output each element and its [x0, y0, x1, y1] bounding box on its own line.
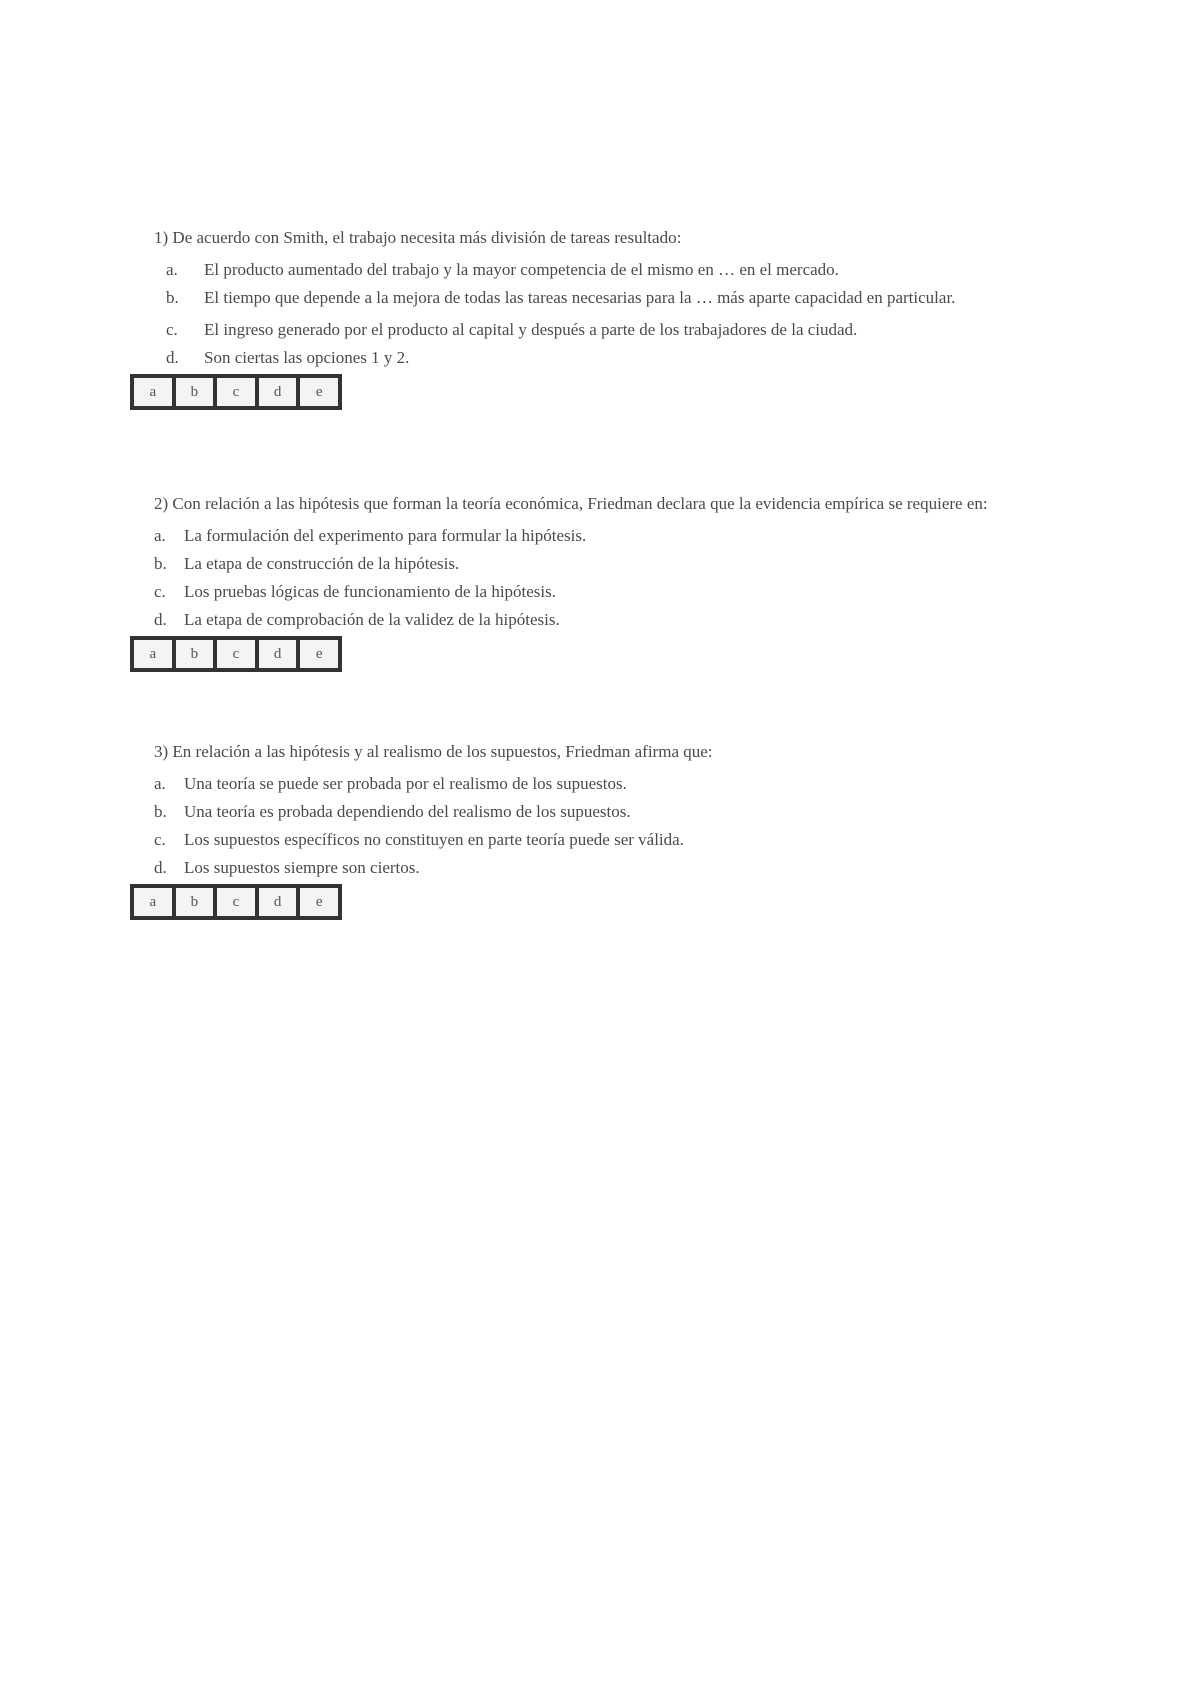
- option-text: La etapa de comprobación de la validez de la hipótesis.: [184, 610, 560, 629]
- answer-cell-a[interactable]: a: [134, 640, 176, 668]
- option-letter: a.: [154, 774, 166, 793]
- option-letter: c.: [166, 320, 178, 339]
- option-a[interactable]: [154, 522, 1070, 550]
- options-list: [154, 522, 1070, 634]
- option-text: Una teoría se puede ser probada por el realismo de los supuestos.: [184, 774, 627, 793]
- answer-cell-d[interactable]: d: [259, 640, 301, 668]
- option-b[interactable]: [166, 284, 1070, 312]
- option-text: El producto aumentado del trabajo y la mayor competencia de el mismo en … en el mercado.: [204, 260, 839, 279]
- option-letter: b.: [166, 288, 179, 307]
- option-letter: a.: [154, 526, 166, 545]
- option-d[interactable]: [154, 606, 1070, 634]
- question-3: [130, 738, 1070, 920]
- answer-cell-b[interactable]: b: [176, 378, 218, 406]
- option-text: El tiempo que depende a la mejora de todas las tareas necesarias para la … más aparte capacidad en particular.: [204, 288, 956, 307]
- answer-box: [130, 636, 342, 672]
- question-stem: 2) Con relación a las hipótesis que forman la teoría económica, Friedman declara que la evidencia empírica se requiere en:: [154, 494, 988, 513]
- answer-cell-e[interactable]: e: [300, 378, 338, 406]
- option-text: Son ciertas las opciones 1 y 2.: [204, 348, 410, 367]
- option-letter: c.: [154, 582, 166, 601]
- option-letter: c.: [154, 830, 166, 849]
- option-text: Una teoría es probada dependiendo del realismo de los supuestos.: [184, 802, 631, 821]
- answer-cell-a[interactable]: a: [134, 378, 176, 406]
- option-c[interactable]: [154, 578, 1070, 606]
- option-letter: a.: [166, 260, 178, 279]
- answer-cell-e[interactable]: e: [300, 888, 338, 916]
- answer-cell-c[interactable]: c: [217, 378, 259, 406]
- answer-cell-e[interactable]: e: [300, 640, 338, 668]
- option-d[interactable]: [166, 344, 1070, 372]
- answer-cell-d[interactable]: d: [259, 888, 301, 916]
- answer-cell-c[interactable]: c: [217, 640, 259, 668]
- option-letter: b.: [154, 802, 167, 821]
- options-list: [154, 770, 1070, 882]
- options-list: [166, 256, 1070, 372]
- option-letter: d.: [166, 348, 179, 367]
- answer-box: [130, 374, 342, 410]
- option-a[interactable]: [154, 770, 1070, 798]
- option-b[interactable]: [154, 550, 1070, 578]
- question-1: [130, 224, 1070, 410]
- option-a[interactable]: [166, 256, 1070, 284]
- option-letter: d.: [154, 610, 167, 629]
- option-letter: b.: [154, 554, 167, 573]
- option-d[interactable]: [154, 854, 1070, 882]
- option-c[interactable]: [166, 316, 1070, 344]
- option-text: Los supuestos específicos no constituyen en parte teoría puede ser válida.: [184, 830, 684, 849]
- answer-cell-a[interactable]: a: [134, 888, 176, 916]
- answer-cell-b[interactable]: b: [176, 640, 218, 668]
- question-stem: 1) De acuerdo con Smith, el trabajo necesita más división de tareas resultado:: [154, 228, 682, 247]
- option-c[interactable]: [154, 826, 1070, 854]
- question-stem: 3) En relación a las hipótesis y al realismo de los supuestos, Friedman afirma que:: [154, 742, 713, 761]
- question-2: [130, 490, 1070, 672]
- option-text: La formulación del experimento para formular la hipótesis.: [184, 526, 587, 545]
- option-text: El ingreso generado por el producto al capital y después a parte de los trabajadores de la ciudad.: [204, 320, 858, 339]
- option-text: Los supuestos siempre son ciertos.: [184, 858, 420, 877]
- answer-box: [130, 884, 342, 920]
- option-letter: d.: [154, 858, 167, 877]
- answer-cell-c[interactable]: c: [217, 888, 259, 916]
- option-b[interactable]: [154, 798, 1070, 826]
- option-text: Los pruebas lógicas de funcionamiento de la hipótesis.: [184, 582, 557, 601]
- answer-cell-b[interactable]: b: [176, 888, 218, 916]
- option-text: La etapa de construcción de la hipótesis.: [184, 554, 460, 573]
- answer-cell-d[interactable]: d: [259, 378, 301, 406]
